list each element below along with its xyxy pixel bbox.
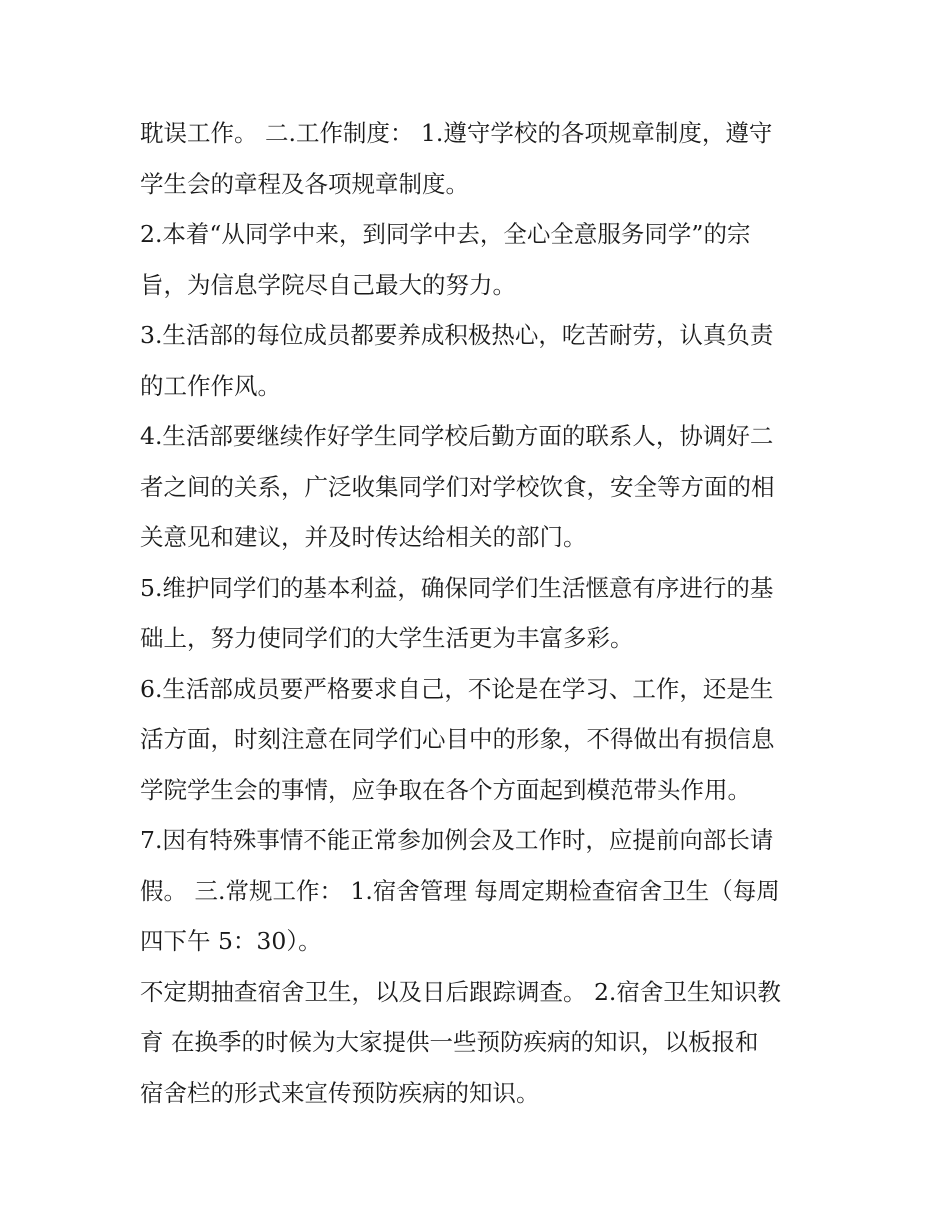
text-line: 6.生活部成员要严格要求自己，不论是在学习、工作，还是生	[140, 674, 774, 703]
text-line: 2.本着“从同学中来，到同学中去，全心全意服务同学”的宗	[140, 220, 751, 248]
document-body	[140, 108, 820, 1118]
text-line: 7.因有特殊事情不能正常参加例会及工作时，应提前向部长请	[140, 826, 774, 854]
text-line: 耽误工作。 二.工作制度： 1.遵守学校的各项规章制度，遵守	[140, 119, 773, 147]
text-line: 关意见和建议，并及时传达给相关的部门。	[140, 523, 587, 551]
text-line: 者之间的关系，广泛收集同学们对学校饮食，安全等方面的相	[140, 472, 775, 501]
text-line: 旨，为信息学院尽自己最大的努力。	[140, 270, 516, 299]
text-line: 育 在换季的时候为大家提供一些预防疾病的知识，以板报和	[140, 1028, 759, 1056]
text-line: 宿舍栏的形式来宣传预防疾病的知识。	[140, 1078, 540, 1107]
text-line: 学院学生会的事情，应争取在各个方面起到模范带头作用。	[140, 775, 751, 804]
text-line: 4.生活部要继续作好学生同学校后勤方面的联系人，协调好二	[140, 422, 774, 450]
text-line: 学生会的章程及各项规章制度。	[140, 169, 469, 198]
text-line: 四下午 5：30）。	[140, 927, 322, 955]
text-line: 假。 三.常规工作： 1.宿舍管理 每周定期检查宿舍卫生（每周	[140, 876, 780, 905]
text-line: 的工作作风。	[140, 371, 281, 400]
text-line: 活方面，时刻注意在同学们心目中的形象，不得做出有损信息	[140, 725, 775, 753]
text-line: 5.维护同学们的基本利益，确保同学们生活惬意有序进行的基	[140, 573, 774, 602]
text-line: 础上，努力使同学们的大学生活更为丰富多彩。	[140, 624, 634, 652]
text-line: 3.生活部的每位成员都要养成积极热心，吃苦耐劳，认真负责	[140, 321, 774, 349]
text-line: 不定期抽查宿舍卫生，以及日后跟踪调查。 2.宿舍卫生知识教	[140, 977, 781, 1006]
